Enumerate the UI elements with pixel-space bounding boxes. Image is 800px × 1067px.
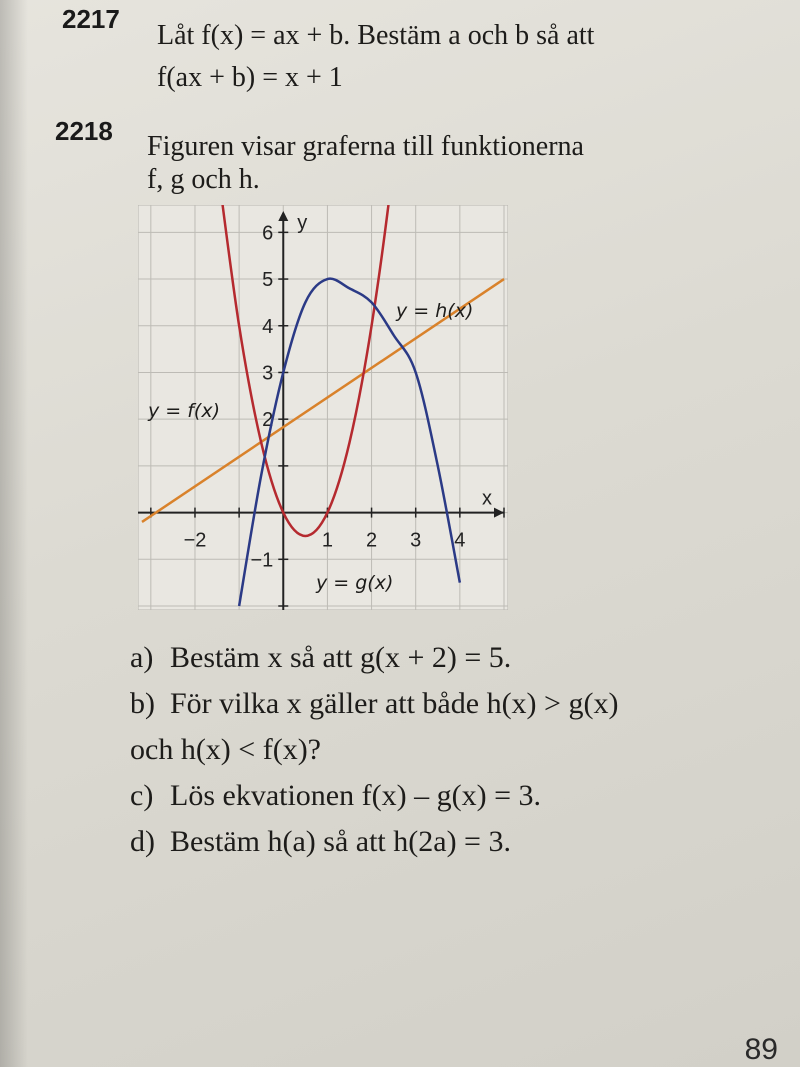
problem-text-line2: f, g och h. — [147, 164, 260, 195]
chart-svg — [138, 205, 508, 610]
label-y-equals-h: y = h(x) — [396, 300, 474, 322]
question-label: d) — [130, 825, 155, 858]
question-label: c) — [130, 779, 154, 812]
problem-text-line2: f(ax + b) = x + 1 — [157, 62, 343, 93]
y-axis-label: y — [297, 212, 308, 234]
question-b — [130, 681, 618, 727]
y-tick-label: 5 — [262, 269, 274, 292]
problem-number: 2217 — [62, 4, 120, 34]
label-y-equals-g: y = g(x) — [316, 572, 394, 594]
questions-list — [130, 635, 618, 865]
y-tick-label: 6 — [262, 222, 274, 245]
problem-number: 2218 — [55, 116, 113, 146]
label-y-equals-f: y = f(x) — [148, 400, 221, 422]
x-tick-label: 3 — [410, 529, 422, 552]
question-label: a) — [130, 641, 154, 674]
question-text: Bestäm h(a) så att h(2a) = 3. — [170, 825, 511, 858]
question-text: Lös ekvationen f(x) – g(x) = 3. — [170, 779, 541, 812]
question-text: Bestäm x så att g(x + 2) = 5. — [170, 641, 512, 674]
x-tick-label: 2 — [365, 529, 378, 552]
y-tick-label: 3 — [262, 362, 274, 385]
page-shadow — [0, 0, 28, 1067]
y-tick-label: −1 — [250, 549, 274, 572]
function-graph-figure — [138, 205, 508, 610]
x-tick-label: −2 — [183, 529, 207, 552]
x-tick-label: 4 — [454, 529, 466, 552]
question-a — [130, 635, 618, 681]
question-label: b) — [130, 687, 155, 720]
problem-text-line1: Låt f(x) = ax + b. Bestäm a och b så att — [157, 20, 595, 51]
x-axis-label: x — [482, 487, 492, 510]
question-c — [130, 773, 618, 819]
problem-text-line1: Figuren visar graferna till funktionerna — [147, 131, 584, 162]
question-b-continuation: och h(x) < f(x)? — [130, 733, 322, 766]
question-text: För vilka x gäller att både h(x) > g(x) — [170, 687, 619, 720]
x-tick-label: 1 — [321, 529, 333, 552]
y-tick-label: 4 — [262, 315, 274, 338]
question-d — [130, 819, 618, 865]
y-tick-label: 2 — [262, 409, 274, 432]
page-number: 89 — [744, 1033, 778, 1066]
